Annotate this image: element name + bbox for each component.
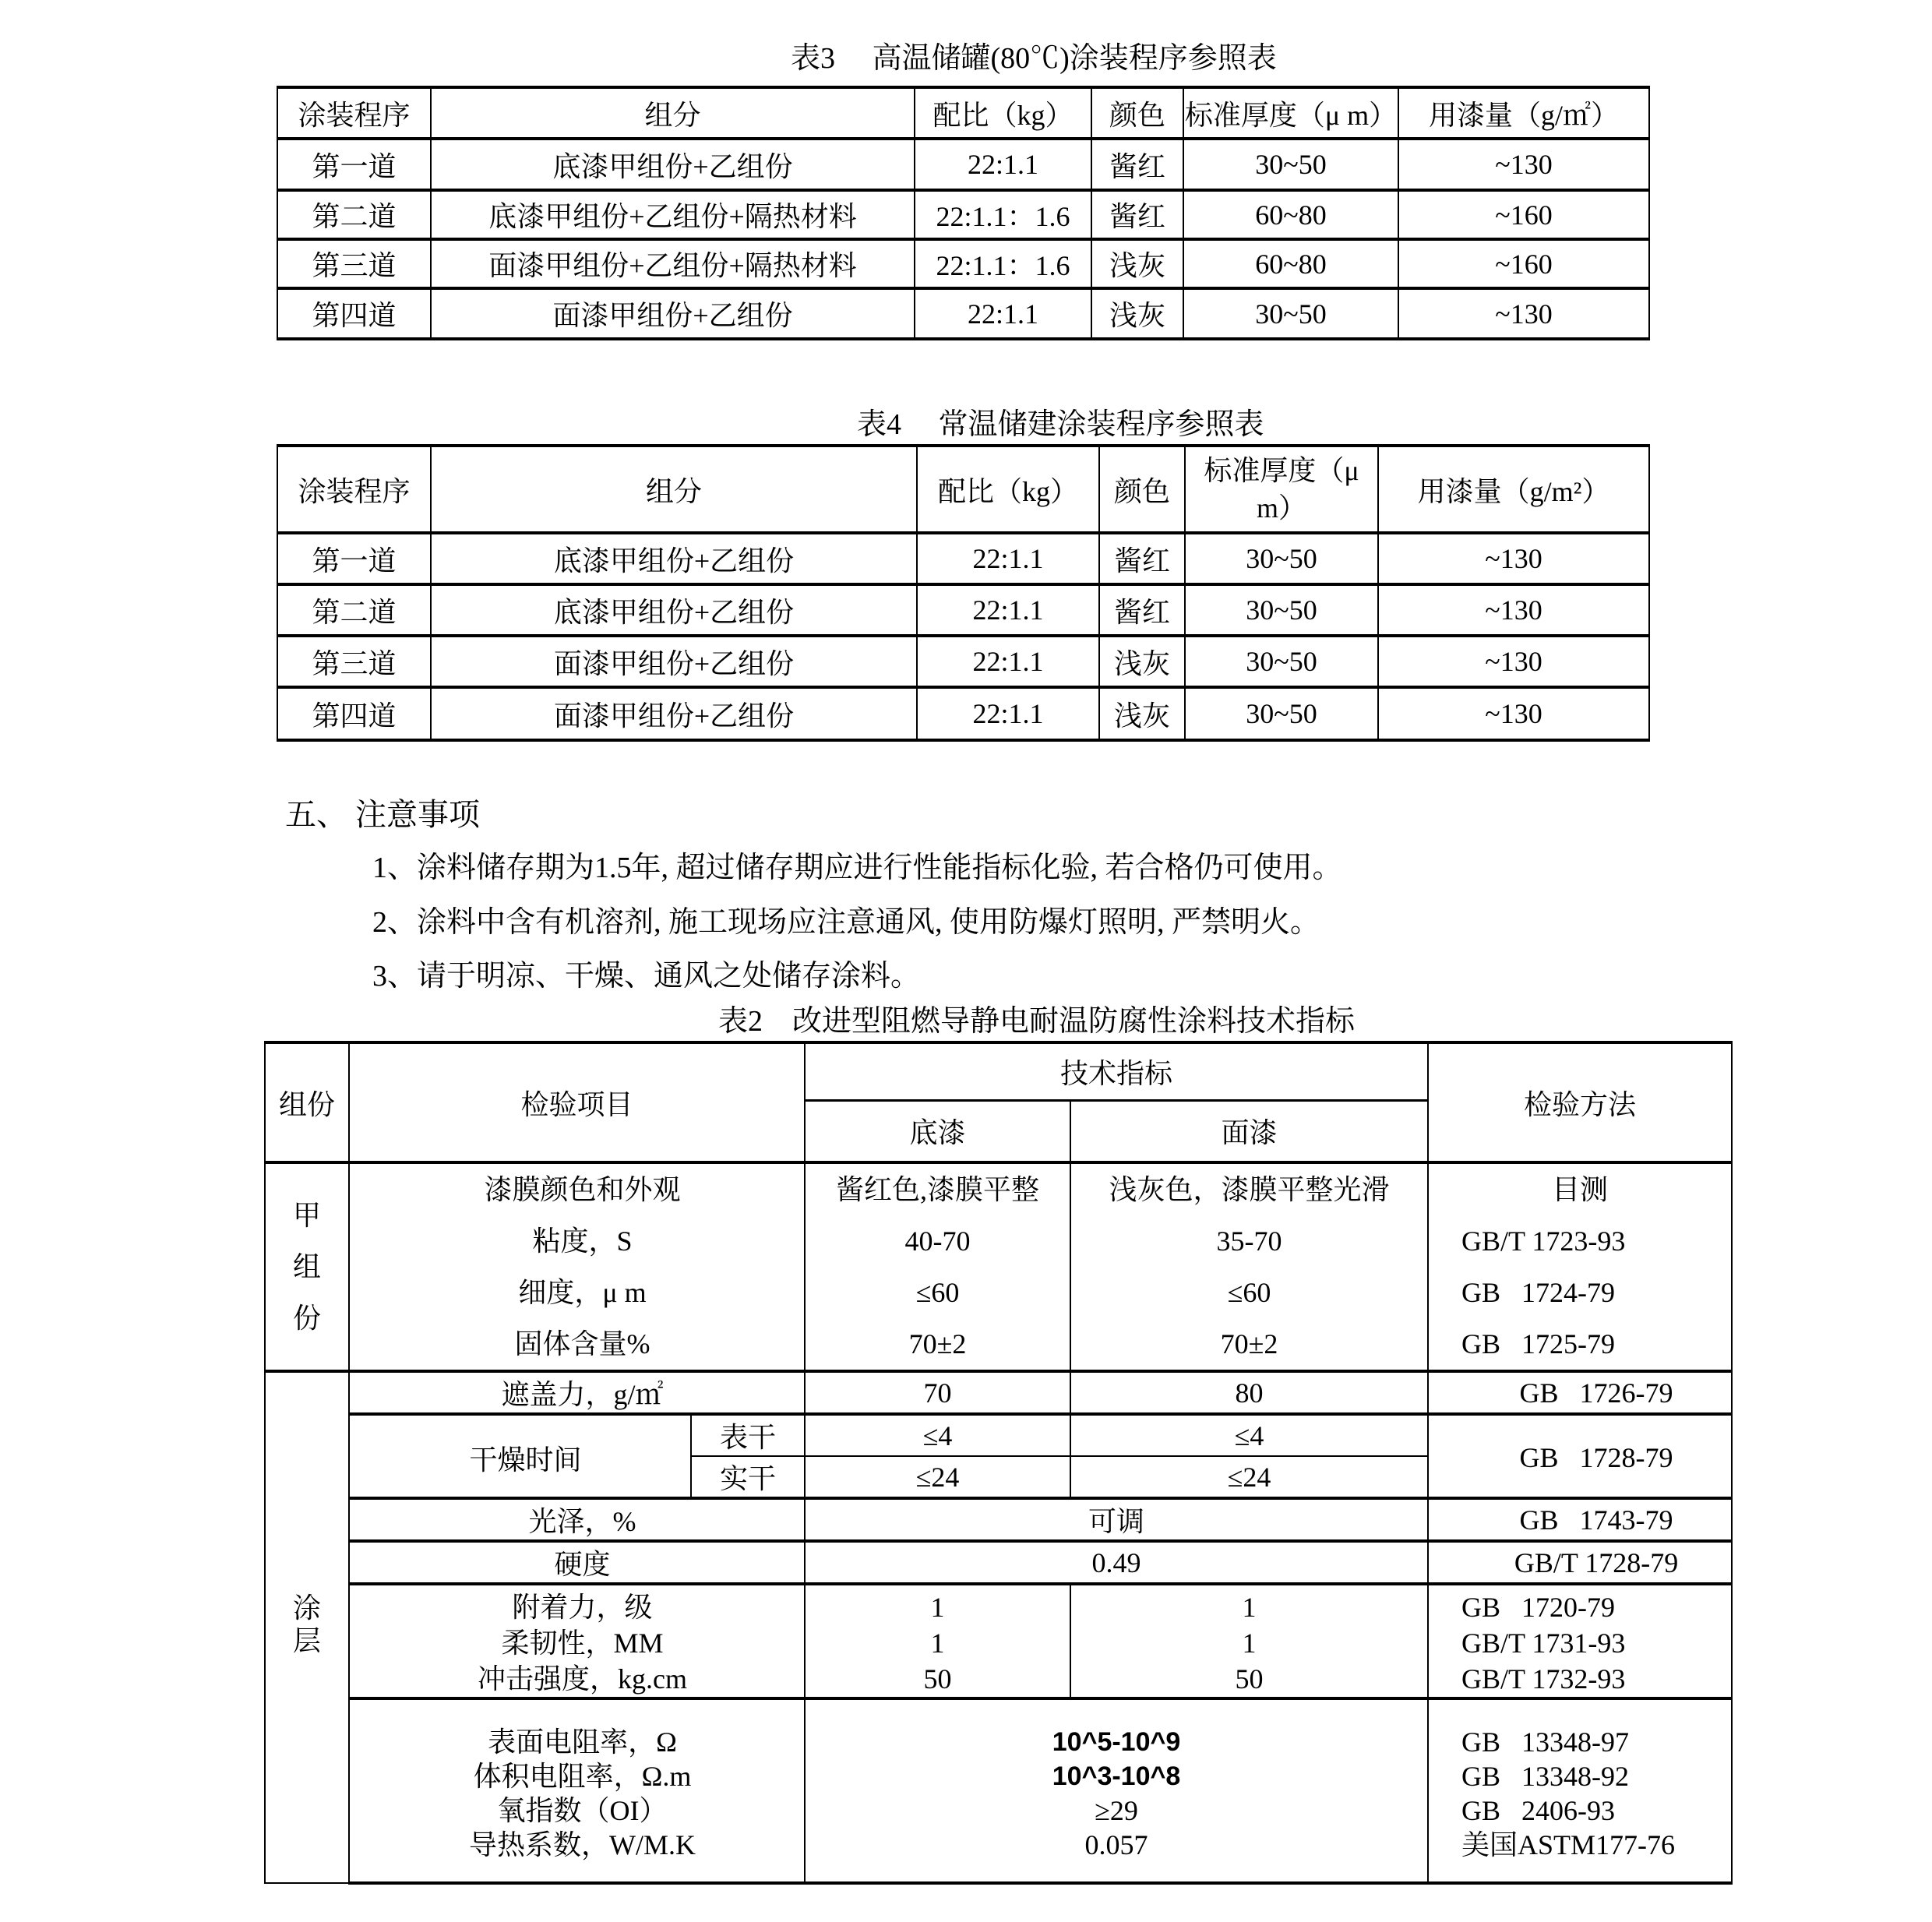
table4-header-component: 组分: [431, 446, 917, 533]
spec-value: 50: [1235, 1663, 1264, 1695]
table-cell: 22:1.1：1.6: [915, 190, 1091, 239]
table-cell: 第二道: [277, 584, 431, 636]
spec-value: 浅灰色，漆膜平整光滑: [1109, 1174, 1390, 1205]
table3: [277, 86, 1650, 340]
table-cell: 30~50: [1185, 533, 1378, 584]
test-method: GB/T 1731-93: [1461, 1627, 1626, 1659]
table-row: [277, 533, 1649, 584]
table2-row-cover: [265, 1371, 1732, 1414]
table-row: [277, 636, 1649, 687]
spec-value: 70±2: [908, 1328, 967, 1360]
table2-row-component-a: [265, 1162, 1732, 1371]
test-method: 美国ASTM177-76: [1461, 1829, 1676, 1860]
table-cell: 浅灰: [1099, 636, 1185, 687]
spec-value: ≤60: [915, 1277, 960, 1308]
group-label-component-a: [265, 1162, 349, 1371]
table-cell: 浅灰: [1091, 288, 1183, 339]
group-label-char: 层: [292, 1625, 321, 1656]
table3-header-step: 涂装程序: [277, 87, 431, 139]
test-method: GB/T 1723-93: [1461, 1225, 1626, 1257]
table-cell: 22:1.1: [917, 687, 1099, 740]
table3-header-ratio: 配比（kg）: [915, 87, 1091, 139]
table2-row-dry-surface: [265, 1414, 1732, 1456]
table-row: [277, 239, 1649, 288]
note-item: 3、请于明凉、干燥、通风之处储存涂料。: [372, 960, 921, 993]
topcoat-values-cell: [1070, 1162, 1428, 1371]
table-cell: 面漆甲组份+乙组份: [431, 636, 917, 687]
group-label-char: 组: [292, 1251, 321, 1282]
spec-items-cell: [349, 1162, 805, 1371]
table-cell: ~130: [1378, 584, 1649, 636]
table-cell: 30~50: [1185, 584, 1378, 636]
test-method: GB 1725-79: [1461, 1328, 1616, 1360]
table-cell: 浅灰: [1091, 239, 1183, 288]
table-cell: 30~50: [1185, 687, 1378, 740]
spec-value: 0.057: [1084, 1829, 1148, 1860]
table-cell: ~130: [1378, 533, 1649, 584]
primer-values-cell: [805, 1584, 1070, 1698]
spec-value: 35-70: [1216, 1225, 1282, 1257]
table-cell: 60~80: [1183, 190, 1398, 239]
table2-header-item: 检验项目: [349, 1042, 805, 1162]
spec-item: 遮盖力，g/㎡: [349, 1371, 805, 1414]
spec-value: 10^5-10^9: [1052, 1726, 1181, 1757]
table-cell: 30~50: [1183, 288, 1398, 339]
spec-value: ≤60: [1227, 1277, 1271, 1308]
table-cell: 底漆甲组份+乙组份: [431, 584, 917, 636]
table-cell: ~130: [1378, 636, 1649, 687]
table4-header-row: [277, 446, 1649, 533]
test-method: GB 1743-79: [1428, 1498, 1732, 1541]
note-item: 1、涂料储存期为1.5年, 超过储存期应进行性能指标化验, 若合格仍可使用。: [372, 852, 1342, 884]
spec-value: 80: [1070, 1371, 1428, 1414]
methods-cell: [1428, 1698, 1732, 1883]
test-method: GB 1728-79: [1428, 1414, 1732, 1498]
test-method: GB 1724-79: [1461, 1277, 1616, 1308]
table3-header-component: 组分: [431, 87, 915, 139]
table-cell: ~130: [1398, 139, 1649, 190]
spec-value: 10^3-10^8: [1052, 1761, 1181, 1791]
table4-header-ratio: 配比（kg）: [917, 446, 1099, 533]
spec-value: 1: [930, 1591, 945, 1623]
table-cell: 30~50: [1185, 636, 1378, 687]
group-label-char: 份: [292, 1303, 321, 1334]
table-cell: 面漆甲组份+乙组份: [431, 687, 917, 740]
table4-header-thickness: 标准厚度（μ m）: [1185, 446, 1378, 533]
table-cell: ~130: [1378, 687, 1649, 740]
spec-items-cell: [349, 1698, 805, 1883]
spec-item: 氧指数（OI）: [497, 1794, 668, 1826]
table-row: [277, 190, 1649, 239]
table2-header-tech: 技术指标: [805, 1042, 1428, 1100]
spec-value: 酱红色,漆膜平整: [836, 1174, 1040, 1205]
spec-value: 40-70: [904, 1225, 971, 1257]
table-cell: ~160: [1398, 190, 1649, 239]
table4: [277, 444, 1650, 742]
spec-sub-item: 表干: [691, 1414, 805, 1456]
table-cell: 22:1.1: [917, 584, 1099, 636]
table-cell: 22:1.1：1.6: [915, 239, 1091, 288]
table-cell: 第三道: [277, 239, 431, 288]
spec-value: 70: [805, 1371, 1070, 1414]
table2-row-gloss: [265, 1498, 1732, 1541]
table2-header-method: 检验方法: [1428, 1042, 1732, 1162]
table3-header-color: 颜色: [1091, 87, 1183, 139]
table2-header-row-1: [265, 1042, 1732, 1100]
spec-value: 1: [1242, 1591, 1257, 1623]
table-cell: 底漆甲组份+乙组份: [431, 533, 917, 584]
table-cell: 第四道: [277, 687, 431, 740]
table-cell: 酱红: [1091, 139, 1183, 190]
spec-value: ≤4: [1070, 1414, 1428, 1456]
spec-item: 干燥时间: [349, 1414, 691, 1498]
spec-value: 1: [930, 1627, 945, 1659]
table-row: [277, 687, 1649, 740]
table2-header-primer: 底漆: [805, 1100, 1070, 1162]
table-cell: 浅灰: [1099, 687, 1185, 740]
table2-header-group: 组份: [265, 1042, 349, 1162]
notes-heading: 五、 注意事项: [285, 797, 480, 832]
primer-values-cell: [805, 1162, 1070, 1371]
table-cell: 面漆甲组份+乙组份: [431, 288, 915, 339]
spec-value: 1: [1242, 1627, 1257, 1659]
test-method: GB 13348-92: [1461, 1760, 1630, 1792]
table2: [264, 1041, 1733, 1885]
topcoat-values-cell: [1070, 1584, 1428, 1698]
spec-items-cell: [349, 1584, 805, 1698]
table-cell: 22:1.1: [915, 288, 1091, 339]
spec-item: 固体含量%: [514, 1328, 650, 1360]
table3-title: 表3 高温储罐(80℃)涂装程序参照表: [791, 42, 1277, 75]
table4-header-color: 颜色: [1099, 446, 1185, 533]
table-cell: ~130: [1398, 288, 1649, 339]
test-method: GB 13348-97: [1461, 1726, 1630, 1758]
test-method: 目测: [1552, 1174, 1609, 1205]
spec-value: 可调: [805, 1498, 1428, 1541]
table-cell: 酱红: [1099, 584, 1185, 636]
test-method: GB/T 1732-93: [1461, 1663, 1626, 1695]
spec-item: 细度，μ m: [518, 1277, 647, 1308]
spec-item: 光泽，%: [349, 1498, 805, 1541]
methods-cell: [1428, 1162, 1732, 1371]
group-label-char: 甲: [292, 1200, 321, 1231]
group-label-coating-layer: [265, 1371, 349, 1883]
table-row: [277, 288, 1649, 339]
spec-value: ≥29: [1095, 1794, 1138, 1826]
table2-row-mechanical: [265, 1584, 1732, 1698]
table-cell: 底漆甲组份+乙组份+隔热材料: [431, 190, 915, 239]
spec-item: 柔韧性，MM: [501, 1627, 664, 1659]
spec-value: ≤24: [1070, 1456, 1428, 1498]
table-cell: 面漆甲组份+乙组份+隔热材料: [431, 239, 915, 288]
table4-title: 表4 常温储建涂装程序参照表: [857, 408, 1264, 441]
table-cell: 第一道: [277, 533, 431, 584]
test-method: GB 1720-79: [1461, 1591, 1616, 1623]
table4-header-step: 涂装程序: [277, 446, 431, 533]
table-cell: ~160: [1398, 239, 1649, 288]
table-cell: 60~80: [1183, 239, 1398, 288]
spec-item: 硬度: [349, 1541, 805, 1584]
table2-row-hardness: [265, 1541, 1732, 1584]
table3-header-paint-amount: 用漆量（g/㎡）: [1398, 87, 1649, 139]
table-cell: 30~50: [1183, 139, 1398, 190]
table2-header-topcoat: 面漆: [1070, 1100, 1428, 1162]
table3-header-thickness: 标准厚度（μ m）: [1183, 87, 1398, 139]
table-cell: 22:1.1: [915, 139, 1091, 190]
table3-header-row: [277, 87, 1649, 139]
table-cell: 底漆甲组份+乙组份: [431, 139, 915, 190]
spec-sub-item: 实干: [691, 1456, 805, 1498]
spec-value: ≤4: [805, 1414, 1070, 1456]
spec-item: 体积电阻率，Ω.m: [473, 1760, 692, 1792]
table-cell: 第一道: [277, 139, 431, 190]
spec-item: 导热系数，W/M.K: [469, 1829, 696, 1860]
table-cell: 酱红: [1099, 533, 1185, 584]
table-cell: 第四道: [277, 288, 431, 339]
table2-title: 表2 改进型阻燃导静电耐温防腐性涂料技术指标: [718, 1005, 1356, 1038]
table-cell: 第三道: [277, 636, 431, 687]
spec-item: 附着力，级: [512, 1591, 653, 1623]
test-method: GB/T 1728-79: [1428, 1541, 1732, 1584]
table2-row-electrical: [265, 1698, 1732, 1883]
spec-value: 70±2: [1220, 1328, 1278, 1360]
spec-value: ≤24: [805, 1456, 1070, 1498]
spec-item: 粘度，S: [532, 1225, 633, 1257]
values-cell: [805, 1698, 1428, 1883]
table-row: [277, 584, 1649, 636]
table-cell: 第二道: [277, 190, 431, 239]
spec-value: 0.49: [805, 1541, 1428, 1584]
table-cell: 22:1.1: [917, 636, 1099, 687]
test-method: GB 2406-93: [1461, 1794, 1616, 1826]
table-cell: 酱红: [1091, 190, 1183, 239]
table-cell: 22:1.1: [917, 533, 1099, 584]
spec-item: 漆膜颜色和外观: [484, 1174, 681, 1205]
note-item: 2、涂料中含有机溶剂, 施工现场应注意通风, 使用防爆灯照明, 严禁明火。: [372, 906, 1320, 939]
spec-item: 冲击强度，kg.cm: [478, 1663, 687, 1695]
spec-item: 表面电阻率，Ω: [488, 1726, 677, 1758]
table4-header-paint-amount: 用漆量（g/m²）: [1378, 446, 1649, 533]
methods-cell: [1428, 1584, 1732, 1698]
test-method: GB 1726-79: [1428, 1371, 1732, 1414]
spec-value: 50: [923, 1663, 952, 1695]
table-row: [277, 139, 1649, 190]
group-label-char: 涂: [292, 1592, 321, 1624]
